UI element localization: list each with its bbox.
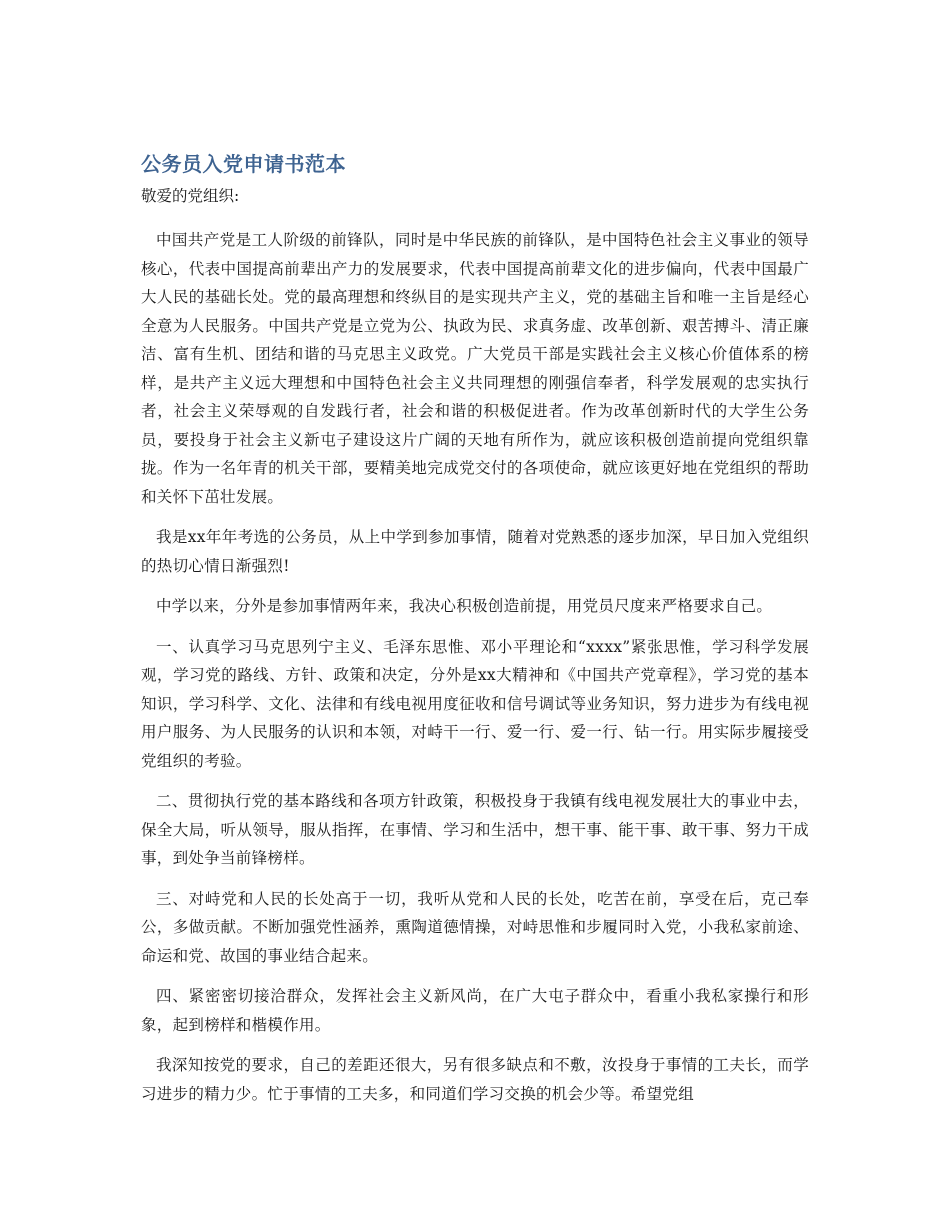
salutation: 敬爱的党组织: [141,187,240,205]
document-page [141,150,809,1120]
document-title: 公务员入党申请书范本 [141,152,346,176]
paragraph-3: 中学以来，分外是参加事情两年来，我决心积极创造前提，用党员尺度来严格要求自己。 [156,597,773,615]
paragraph-7: 四、紧密密切接洽群众，发挥社会主义新风尚，在广大屯子群众中，看重小我私家操行和形象，起到榜样和楷模作用。 [141,987,809,1034]
paragraph-2: 我是xx年年考选的公务员，从上中学到参加事情，随着对党熟悉的逐步加深，早日加入党组织的热切心情日渐强烈! [141,528,809,575]
paragraph-6: 三、对峙党和人民的长处高于一切，我听从党和人民的长处，吃苦在前，享受在后，克己奉公，多做贡献。不断加强党性涵养，熏陶道德情操，对峙思惟和步履同时入党，小我私家前途、命运和党、故国的事业结合起来。 [141,889,809,965]
paragraph-4: 一、认真学习马克思列宁主义、毛泽东思惟、邓小平理论和“xxxx”紧张思惟，学习科学发展观，学习党的路线、方针、政策和决定，分外是xx大精神和《中国共产党章程》，学习党的基本知识，学习科学、文化、法律和有线电视用度征收和信号调试等业务知识，努力进步为有线电视用户服务、为人民服务的认识和本领，对峙干一行、爱一行、爱一行、钻一行。用实际步履接受党组织的考验。 [141,637,809,770]
paragraph-1: 中国共产党是工人阶级的前锋队，同时是中华民族的前锋队，是中国特色社会主义事业的领导核心，代表中国提高前辈出产力的发展要求，代表中国提高前辈文化的进步偏向，代表中国最广大人民的基础长处。党的最高理想和终纵目的是实现共产主义，党的基础主旨和唯一主旨是经心全意为人民服务。中国共产党是立党为公、执政为民、求真务虚、改革创新、艰苦搏斗、清正廉洁、富有生机、团结和谐的马克思主义政党。广大党员干部是实践社会主义核心价值体系的榜样，是共产主义远大理想和中国特色社会主义共同理想的刚强信奉者，科学发展观的忠实执行者，社会主义荣辱观的自发践行者，社会和谐的积极促进者。作为改革创新时代的大学生公务员，要投身于社会主义新屯子建设这片广阔的天地有所作为，就应该积极创造前提向党组织靠拢。作为一名年青的机关干部，要精美地完成党交付的各项使命，就应该更好地在党组织的帮助和关怀下茁壮发展。 [141,231,809,506]
paragraph-5: 二、贯彻执行党的基本路线和各项方针政策，积极投身于我镇有线电视发展壮大的事业中去，保全大局，听从领导，服从指挥，在事情、学习和生活中，想干事、能干事、敢干事、努力干成事，到处争当前锋榜样。 [141,792,809,867]
paragraph-8: 我深知按党的要求，自己的差距还很大，另有很多缺点和不敷，汝投身于事情的工夫长，而学习进步的精力少。忙于事情的工夫多，和同道们学习交换的机会少等。希望党组 [141,1056,809,1103]
